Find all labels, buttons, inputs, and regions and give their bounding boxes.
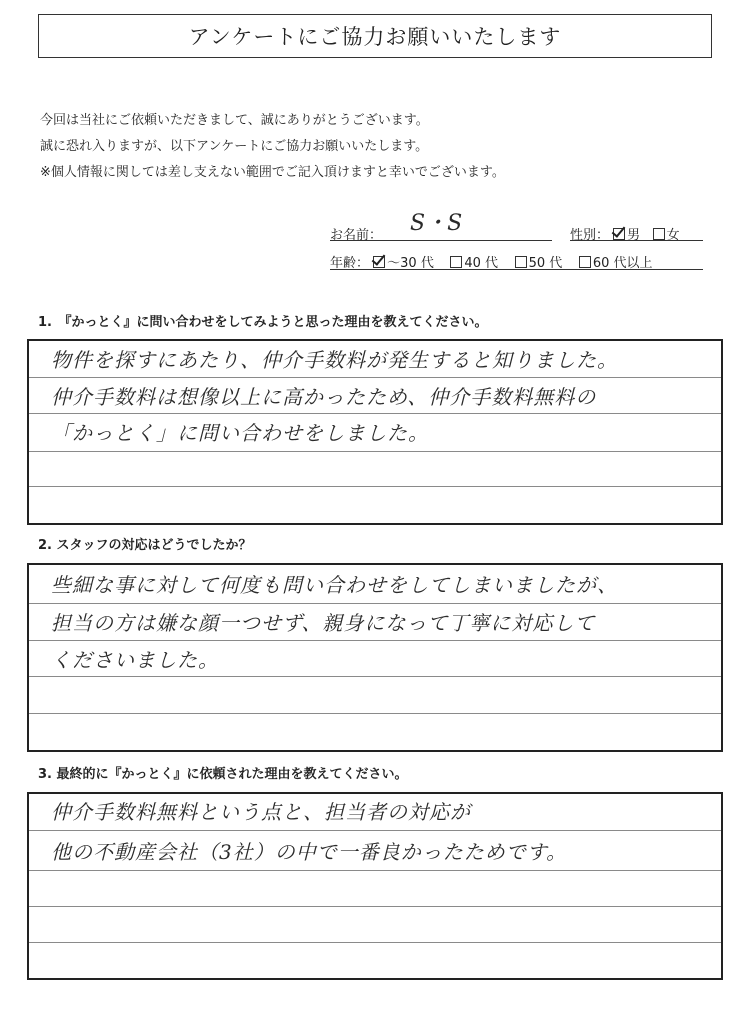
gender-male-label: 男 [627, 228, 641, 243]
age-60-checkbox[interactable] [579, 256, 591, 268]
answer-1-line: 物件を探すにあたり、仲介手数料が発生すると知りました。 [51, 348, 618, 372]
answer-rule [29, 451, 721, 452]
name-label: お名前： [330, 228, 383, 243]
question-1-label: 1. 『かっとく』に問い合わせをしてみようと思った理由を教えてください。 [38, 315, 488, 330]
gender-label: 性別： [570, 228, 610, 243]
answer-rule [29, 377, 721, 378]
answer-2-line: 些細な事に対して何度も問い合わせをしてしまいましたが、 [51, 573, 618, 597]
answer-rule [29, 713, 721, 714]
answer-1-line: 仲介手数料は想像以上に高かったため、仲介手数料無料の [51, 385, 597, 409]
gender-female-label: 女 [666, 228, 680, 243]
answer-rule [29, 942, 721, 943]
answer-rule [29, 830, 721, 831]
age-40-checkbox[interactable] [450, 256, 462, 268]
answer-rule [29, 640, 721, 641]
answer-2-line: くださいました。 [51, 648, 219, 672]
answer-rule [29, 413, 721, 414]
intro-line: ※個人情報に関しては差し支えない範囲でご記入頂けますと幸いでございます。 [40, 165, 505, 180]
answer-rule [29, 486, 721, 487]
gender-male-checkbox[interactable] [613, 228, 625, 240]
age-label: 年齢： [330, 256, 370, 271]
name-value[interactable]: S・S [410, 211, 463, 236]
age-underline [330, 269, 703, 270]
answer-2-line: 担当の方は嫌な顔一つせず、親身になって丁寧に対応して [51, 611, 596, 635]
age-30-checkbox[interactable] [373, 256, 385, 268]
answer-3-line: 仲介手数料無料という点と、担当者の対応が [51, 800, 471, 824]
answer-rule [29, 603, 721, 604]
intro-text [40, 108, 505, 186]
answer-rule [29, 676, 721, 677]
gender-underline [570, 240, 703, 241]
answer-rule [29, 870, 721, 871]
intro-line: 誠に恐れ入りますが、以下アンケートにご協力お願いいたします。 [40, 139, 429, 154]
age-60-label: 60 代以上 [592, 256, 653, 271]
question-2-label: 2. スタッフの対応はどうでしたか？ [38, 538, 252, 553]
survey-title: アンケートにご協力お願いいたします [38, 14, 712, 58]
age-40-label: 40 代 [464, 256, 499, 271]
answer-1-box[interactable] [27, 339, 723, 525]
name-underline [330, 240, 552, 241]
age-50-label: 50 代 [528, 256, 563, 271]
answer-rule [29, 906, 721, 907]
gender-female-checkbox[interactable] [653, 228, 665, 240]
answer-1-line: 「かっとく」に問い合わせをしました。 [51, 421, 429, 445]
answer-3-box[interactable] [27, 792, 723, 980]
question-3-label: 3. 最終的に『かっとく』に依頼された理由を教えてください。 [38, 767, 408, 782]
intro-line: 今回は当社にご依頼いただきまして、誠にありがとうございます。 [40, 113, 429, 128]
age-50-checkbox[interactable] [515, 256, 527, 268]
answer-2-box[interactable] [27, 563, 723, 752]
age-30-label: ～30 代 [387, 256, 434, 271]
answer-3-line: 他の不動産会社（3社）の中で一番良かったためです。 [51, 840, 568, 864]
